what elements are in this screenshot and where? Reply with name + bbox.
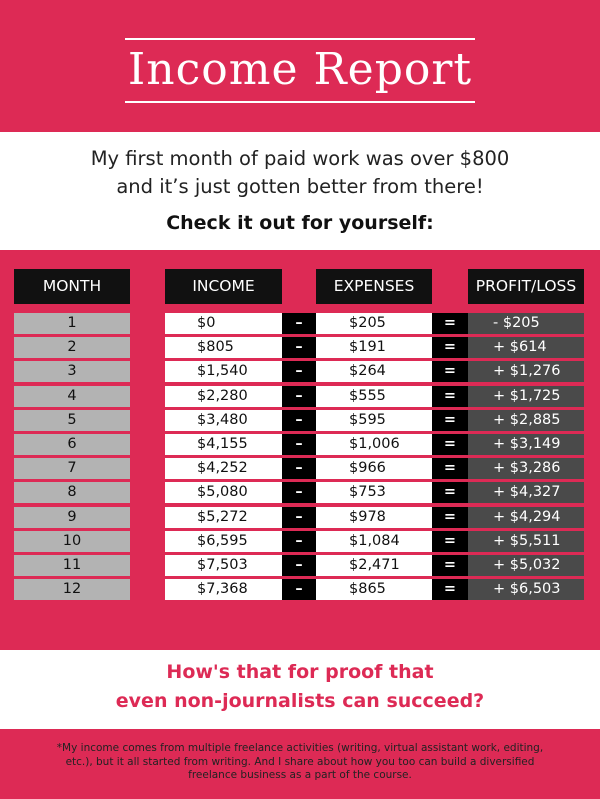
equals-sign: = bbox=[432, 458, 468, 479]
cell-income: $6,595 bbox=[165, 531, 282, 552]
footer-note: *My income comes from multiple freelance activities (writing, virtual assistant work, editing, etc.), but it all started from writing. And I share about how you too can build a diversified freelance business as a part of the course. bbox=[56, 742, 544, 781]
cell-profit-loss: + $2,885 bbox=[468, 410, 584, 431]
equals-sign: = bbox=[432, 361, 468, 382]
cell-month: 6 bbox=[14, 434, 130, 455]
equals-sign: = bbox=[432, 579, 468, 600]
cell-profit-loss: + $6,503 bbox=[468, 579, 584, 600]
cell-income: $7,368 bbox=[165, 579, 282, 600]
closing-text bbox=[0, 658, 600, 716]
cell-month: 7 bbox=[14, 458, 130, 479]
minus-sign: – bbox=[282, 386, 316, 407]
cell-expenses: $555 bbox=[316, 386, 432, 407]
cell-month: 10 bbox=[14, 531, 130, 552]
cell-expenses: $2,471 bbox=[316, 555, 432, 576]
header-month: MONTH bbox=[14, 269, 130, 304]
cell-expenses: $191 bbox=[316, 337, 432, 358]
cell-income: $805 bbox=[165, 337, 282, 358]
cell-profit-loss: + $5,511 bbox=[468, 531, 584, 552]
minus-sign: – bbox=[282, 555, 316, 576]
cell-profit-loss: + $1,725 bbox=[468, 386, 584, 407]
minus-sign: – bbox=[282, 482, 316, 503]
cell-profit-loss: + $3,286 bbox=[468, 458, 584, 479]
cell-profit-loss: + $5,032 bbox=[468, 555, 584, 576]
minus-sign: – bbox=[282, 507, 316, 528]
minus-sign: – bbox=[282, 434, 316, 455]
minus-sign: – bbox=[282, 313, 316, 334]
cell-income: $7,503 bbox=[165, 555, 282, 576]
cell-month: 4 bbox=[14, 386, 130, 407]
cell-income: $0 bbox=[165, 313, 282, 334]
title-rule-bottom bbox=[125, 101, 475, 103]
call-to-action: Check it out for yourself: bbox=[166, 212, 434, 234]
income-table bbox=[0, 250, 600, 650]
cell-month: 2 bbox=[14, 337, 130, 358]
equals-sign: = bbox=[432, 386, 468, 407]
cell-profit-loss: + $614 bbox=[468, 337, 584, 358]
cell-expenses: $1,006 bbox=[316, 434, 432, 455]
cell-income: $5,272 bbox=[165, 507, 282, 528]
cell-income: $1,540 bbox=[165, 361, 282, 382]
page-title: Income Report bbox=[127, 44, 473, 95]
intro-line-1: My first month of paid work was over $800 bbox=[90, 147, 510, 170]
cell-expenses: $1,084 bbox=[316, 531, 432, 552]
cell-month: 9 bbox=[14, 507, 130, 528]
cell-income: $4,155 bbox=[165, 434, 282, 455]
cell-month: 3 bbox=[14, 361, 130, 382]
equals-sign: = bbox=[432, 434, 468, 455]
cell-expenses: $205 bbox=[316, 313, 432, 334]
cell-expenses: $865 bbox=[316, 579, 432, 600]
cell-profit-loss: - $205 bbox=[468, 313, 584, 334]
cell-expenses: $753 bbox=[316, 482, 432, 503]
header-income: INCOME bbox=[165, 269, 282, 304]
equals-sign: = bbox=[432, 555, 468, 576]
equals-sign: = bbox=[432, 531, 468, 552]
minus-sign: – bbox=[282, 579, 316, 600]
minus-sign: – bbox=[282, 361, 316, 382]
closing-line-2: even non-journalists can succeed? bbox=[115, 690, 485, 712]
cell-expenses: $966 bbox=[316, 458, 432, 479]
cell-income: $2,280 bbox=[165, 386, 282, 407]
cell-expenses: $264 bbox=[316, 361, 432, 382]
intro-text bbox=[0, 145, 600, 201]
cell-profit-loss: + $4,294 bbox=[468, 507, 584, 528]
closing-line-1: How's that for proof that bbox=[166, 661, 434, 683]
equals-sign: = bbox=[432, 313, 468, 334]
equals-sign: = bbox=[432, 507, 468, 528]
cell-income: $3,480 bbox=[165, 410, 282, 431]
minus-sign: – bbox=[282, 531, 316, 552]
cell-month: 12 bbox=[14, 579, 130, 600]
cell-month: 1 bbox=[14, 313, 130, 334]
title-banner bbox=[0, 0, 600, 132]
cell-expenses: $595 bbox=[316, 410, 432, 431]
minus-sign: – bbox=[282, 458, 316, 479]
header-expenses: EXPENSES bbox=[316, 269, 432, 304]
cell-income: $5,080 bbox=[165, 482, 282, 503]
minus-sign: – bbox=[282, 337, 316, 358]
footer-banner bbox=[0, 729, 600, 799]
cell-expenses: $978 bbox=[316, 507, 432, 528]
cell-profit-loss: + $1,276 bbox=[468, 361, 584, 382]
cell-profit-loss: + $3,149 bbox=[468, 434, 584, 455]
equals-sign: = bbox=[432, 337, 468, 358]
equals-sign: = bbox=[432, 410, 468, 431]
cell-income: $4,252 bbox=[165, 458, 282, 479]
cell-month: 8 bbox=[14, 482, 130, 503]
equals-sign: = bbox=[432, 482, 468, 503]
minus-sign: – bbox=[282, 410, 316, 431]
cell-profit-loss: + $4,327 bbox=[468, 482, 584, 503]
intro-line-2: and it’s just gotten better from there! bbox=[116, 175, 484, 198]
cell-month: 11 bbox=[14, 555, 130, 576]
cell-month: 5 bbox=[14, 410, 130, 431]
header-profit-loss: PROFIT/LOSS bbox=[468, 269, 584, 304]
